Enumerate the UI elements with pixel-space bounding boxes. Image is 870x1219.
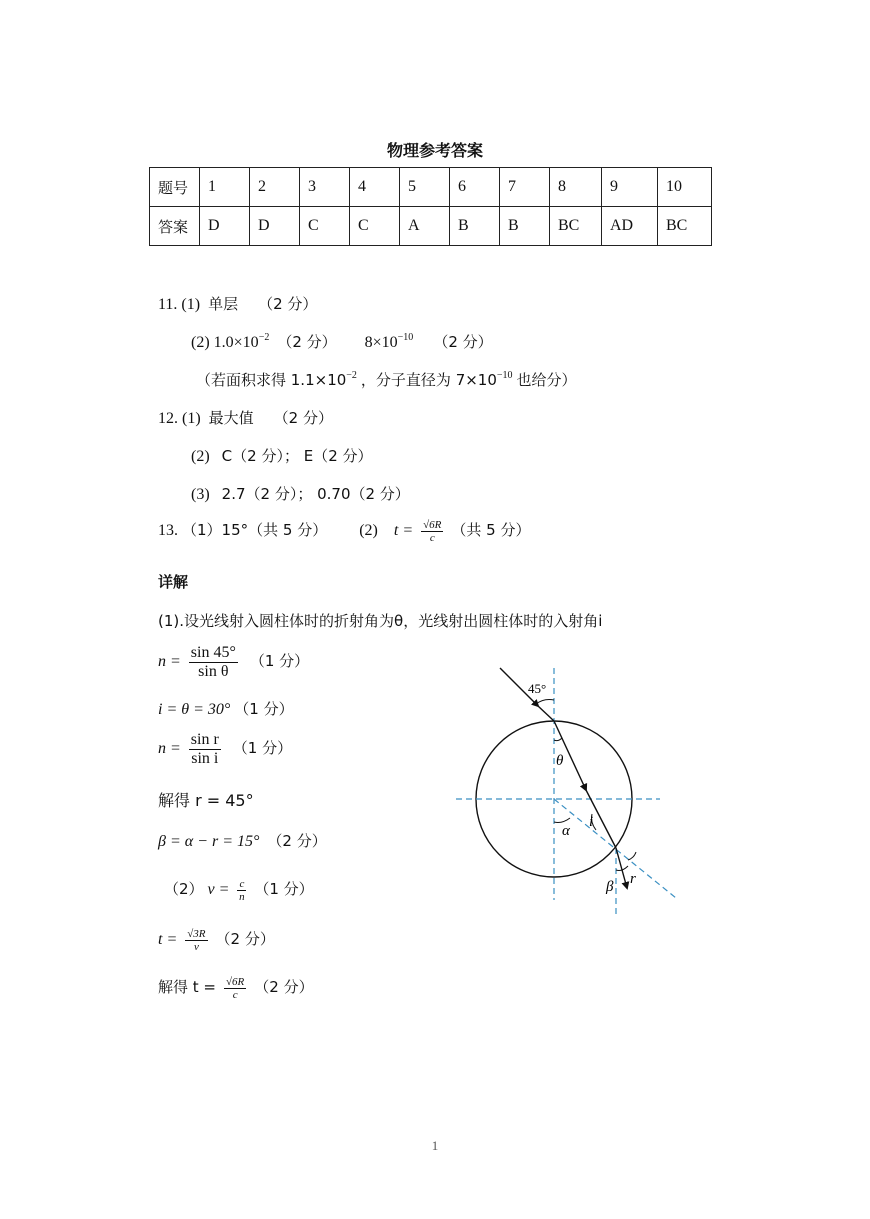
table-cell: 9 — [602, 168, 658, 207]
refraction-diagram — [450, 662, 690, 924]
eq6: （2） v = $\frac{c}{n}$ （1 分） — [164, 878, 314, 903]
angle-arc-r — [628, 852, 636, 860]
fraction: $\frac{√3R}{v}$ — [187, 928, 206, 953]
eq5: β = α − r = 15° （2 分） — [158, 832, 327, 850]
table-cell: BC — [658, 207, 712, 246]
table-cell: D — [250, 207, 300, 246]
q13-answer: 13. （1）15°（共 5 分） (2) t = $\frac{√6R}{c}$ （共 5 分） — [158, 519, 531, 544]
label-i: i — [589, 814, 594, 830]
angle-arc-theta — [554, 738, 562, 741]
page-title: 物理参考答案 — [386, 141, 483, 160]
q11-note: （若面积求得 $1.1\times 10^{-2}$ ，分子直径为 $7\times 10^{-10}$ 也给分） — [196, 370, 577, 389]
eq1: n = $\frac{\sin 45^\circ}{\text{sin θ}}$ （1 分） — [158, 644, 310, 680]
table-cell: B — [450, 207, 500, 246]
table-cell: 8 — [550, 168, 602, 207]
row-header-answer: 答案 — [150, 207, 200, 246]
table-cell: AD — [602, 207, 658, 246]
table-cell: C — [300, 207, 350, 246]
eq2: i = θ = 30° （1 分） — [158, 700, 294, 718]
q11-part2: (2) $1.0\times 10^{-2}$ （2 分） $8\times 10^{-10}$ （2 分） — [191, 332, 493, 351]
q12-part2: (2) C（2 分）； E（2 分） — [191, 447, 373, 465]
q12-part3: (3) 2.7（2 分）； 0.70（2 分） — [191, 485, 410, 503]
eq3: n = $\frac{\text{sin r}}{\text{sin i}}$ （1 分） — [158, 731, 293, 767]
row-header-number: 题号 — [150, 168, 200, 207]
angle-arc-45 — [536, 700, 554, 705]
angle-arc-alpha — [554, 818, 570, 823]
page-number: 1 — [431, 1138, 439, 1153]
incident-ray-end — [538, 706, 554, 721]
label-beta: β — [606, 879, 614, 895]
table-cell: 2 — [250, 168, 300, 207]
answer-table — [149, 167, 712, 246]
table-cell: 6 — [450, 168, 500, 207]
q11-p1-answer: 单层 — [208, 295, 239, 313]
label-alpha: α — [562, 823, 570, 839]
solution-heading: 详解 — [158, 573, 189, 591]
table-row-answers — [150, 207, 712, 246]
fraction: $\frac{c}{n}$ — [239, 878, 245, 903]
label-r: r — [630, 871, 636, 887]
table-cell: A — [400, 207, 450, 246]
table-cell: 1 — [200, 168, 250, 207]
table-cell: D — [200, 207, 250, 246]
fraction: $\frac{\sin 45^\circ}{\text{sin θ}}$ — [190, 644, 236, 680]
label-45: 45° — [528, 681, 547, 696]
eq7: t = $\frac{√3R}{v}$ （2 分） — [158, 928, 275, 953]
table-cell: C — [350, 207, 400, 246]
table-cell: 5 — [400, 168, 450, 207]
q11-part1: 11. (1) 单层 （2 分） — [158, 295, 318, 313]
table-row-numbers — [150, 168, 712, 207]
table-cell: 10 — [658, 168, 712, 207]
fraction: $\frac{√6R}{c}$ — [423, 519, 442, 544]
eq8: 解得 t = $\frac{√6R}{c}$ （2 分） — [158, 976, 314, 1001]
label-theta: θ — [556, 753, 564, 769]
solution-intro: (1).设光线射入圆柱体时的折射角为θ，光线射出圆柱体时的入射角i — [158, 612, 603, 630]
fraction: $\frac{√6R}{c}$ — [226, 976, 245, 1001]
fraction: $\frac{\text{sin r}}{\text{sin i}}$ — [190, 731, 219, 767]
table-cell: 3 — [300, 168, 350, 207]
q12-part1: 12. (1) 最大值 （2 分） — [158, 409, 333, 427]
table-cell: 4 — [350, 168, 400, 207]
eq4: 解得 r = 45° — [158, 791, 254, 810]
table-cell: BC — [550, 207, 602, 246]
table-cell: 7 — [500, 168, 550, 207]
table-cell: B — [500, 207, 550, 246]
